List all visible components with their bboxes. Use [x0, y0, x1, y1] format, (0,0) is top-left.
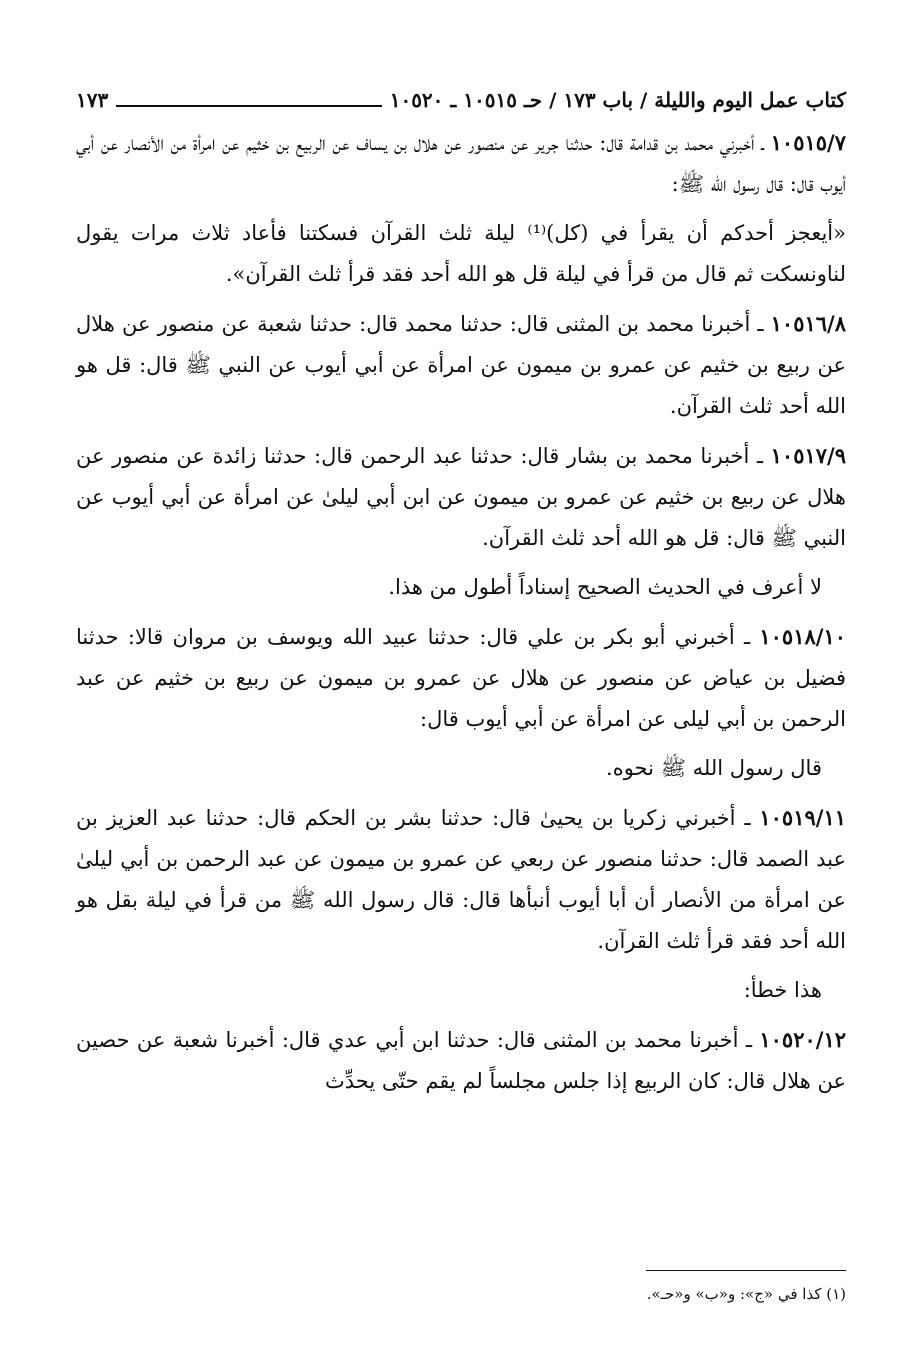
main-text [76, 122, 846, 1102]
hadith-quote [76, 213, 846, 295]
hadith-text: ـ أخبرني زكريا بن يحيىٰ قال: حدثنا بشر بن الحكم قال: حدثنا عبد العزيز بن عبد الصمد قال: حدثنا منصور عن ربعي عن عمرو بن ميمون عن عبد الرحمن بن أبي ليلىٰ عن امرأة من الأنصار أن أبا أيوب أنبأها قال: قال رسول الله ﷺ من قرأ في ليلة بقل هو الله أحد فقد قرأ ثلث القرآن. [76, 806, 846, 953]
hadith-number: ١٠٥١٩/١١ [759, 805, 846, 830]
hadith-text: ـ أخبرنا محمد بن المثنى قال: حدثنا ابن أبي عدي قال: أخبرنا شعبة عن حصين عن هلال قال: كان الربيع إذا جلس مجلساً لم يقم حتّى يحدِّث [76, 1028, 846, 1093]
hadith-number: ١٠٥١٥/٧ [770, 130, 846, 155]
hadith-number: ١٠٥١٨/١٠ [759, 624, 846, 649]
hadith-paragraph [76, 303, 846, 427]
hadith-text: ـ أخبرنا محمد بن المثنى قال: حدثنا محمد قال: حدثنا شعبة عن منصور عن هلال عن ربيع بن خثيم عن عمرو بن ميمون عن امرأة عن أبي أيوب عن النبي ﷺ قال: قل هو الله أحد ثلث القرآن. [76, 312, 846, 418]
comment-text: قال رسول الله ﷺ نحوه. [606, 756, 822, 780]
footnote-rule [646, 1270, 846, 1271]
header-rule [116, 105, 381, 107]
page-number: ١٧٣ [76, 88, 109, 112]
comment-text: هذا خطأ: [743, 978, 822, 1002]
running-header [76, 78, 846, 122]
hadith-text: ـ أخبرني محمد بن قدامة قال: حدثنا جرير عن منصور عن هلال بن يساف عن الربيع بن خثيم عن امرأة من الأنصار عن أبي أيوب قال: قال رسول الله ﷺ: [76, 131, 846, 196]
running-header-title: كتاب عمل اليوم والليلة / باب ١٧٣ / حـ ١٠٥١٥ ـ ١٠٥٢٠ [389, 88, 846, 112]
footnote: (١) كذا في «ج»: و«ب» و«حـ». [646, 1285, 846, 1303]
author-comment [76, 748, 846, 789]
author-comment [76, 970, 846, 1011]
hadith-number: ١٠٥٢٠/١٢ [759, 1027, 846, 1052]
hadith-text: ـ أخبرني أبو بكر بن علي قال: حدثنا عبيد الله ويوسف بن مروان قالا: حدثنا فضيل بن عياض عن منصور عن هلال عن عمرو بن ميمون عن ربيع بن خثيم عن عبد الرحمن بن أبي ليلى عن امرأة عن أبي أيوب قال: [76, 625, 846, 731]
hadith-paragraph [76, 122, 846, 205]
hadith-paragraph [76, 797, 846, 962]
hadith-paragraph [76, 616, 846, 740]
hadith-number: ١٠٥١٦/٨ [770, 311, 846, 336]
hadith-text: «أيعجز أحدكم أن يقرأ في (كل)⁽¹⁾ ليلة ثلث القرآن فسكتنا فأعاد ثلاث مرات يقول لناونسكت ثم قال من قرأ في ليلة قل هو الله أحد فقد قرأ ثلث القرآن». [76, 221, 846, 286]
hadith-paragraph [76, 435, 846, 559]
hadith-number: ١٠٥١٧/٩ [770, 443, 846, 468]
author-comment [76, 567, 846, 608]
comment-text: لا أعرف في الحديث الصحيح إسناداً أطول من هذا. [388, 575, 822, 599]
hadith-text: ـ أخبرنا محمد بن بشار قال: حدثنا عبد الرحمن قال: حدثنا زائدة عن منصور عن هلال عن ربيع بن خثيم عن عمرو بن ميمون عن ابن أبي ليلىٰ عن امرأة عن أبي أيوب عن النبي ﷺ قال: قل هو الله أحد ثلث القرآن. [76, 444, 846, 550]
hadith-paragraph [76, 1019, 846, 1102]
book-page [76, 78, 846, 1328]
